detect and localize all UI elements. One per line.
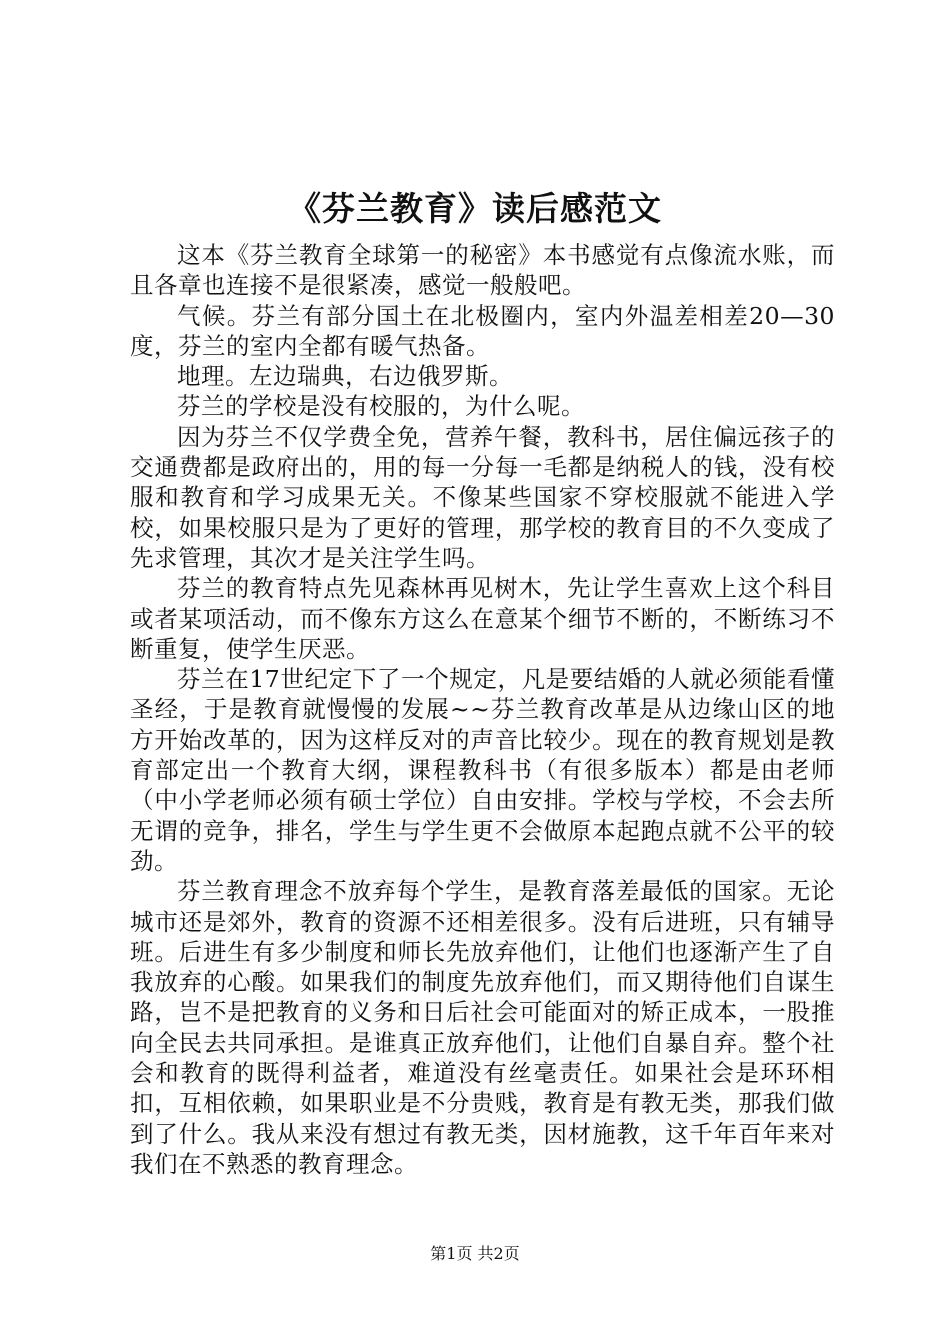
- paragraph: 芬兰的教育特点先见森林再见树木，先让学生喜欢上这个科目或者某项活动，而不像东方这么在意某个细节不断的，不断练习不断重复，使学生厌恶。: [130, 574, 835, 663]
- page-footer: 第1页 共2页: [430, 1244, 520, 1263]
- paragraph: 气候。芬兰有部分国土在北极圈内，室内外温差相差20—30度，芬兰的室内全都有暖气热备。: [130, 301, 835, 360]
- paragraph: 地理。左边瑞典，右边俄罗斯。: [177, 362, 513, 391]
- paragraph: 芬兰教育理念不放弃每个学生，是教育落差最低的国家。无论城市还是郊外，教育的资源不还相差很多。没有后进班，只有辅导班。后进生有多少制度和师长先放弃他们，让他们也逐渐产生了自我放弃的心酸。如果我们的制度先放弃他们，而又期待他们自谋生路，岂不是把教育的义务和日后社会可能面对的矫正成本，一股推向全民去共同承担。是谁真正放弃他们，让他们自暴自弃。整个社会和教育的既得利益者，难道没有丝毫责任。如果社会是环环相扣，互相依赖，如果职业是不分贵贱，教育是有教无类，那我们做到了什么。我从来没有想过有教无类，因材施教，这千年百年来对我们在不熟悉的教育理念。: [130, 877, 835, 1178]
- page-title: 《芬兰教育》读后感范文: [288, 189, 662, 228]
- paragraph: 因为芬兰不仅学费全免，营养午餐，教科书，居住偏远孩子的交通费都是政府出的，用的每一分每一毛都是纳税人的钱，没有校服和教育和学习成果无关。不像某些国家不穿校服就不能进入学校，如果校服只是为了更好的管理，那学校的教育目的不久变成了先求管理，其次才是关注学生吗。: [130, 422, 835, 572]
- document-body: [130, 240, 835, 1179]
- paragraph: 芬兰在17世纪定下了一个规定，凡是要结婚的人就必须能看懂圣经，于是教育就慢慢的发展~~芬兰教育改革是从边缘山区的地方开始改革的，因为这样反对的声音比较少。现在的教育规划是教育部定出一个教育大纲，课程教科书（有很多版本）都是由老师（中小学老师必须有硕士学位）自由安排。学校与学校，不会去所无谓的竞争，排名，学生与学生更不会做原本起跑点就不公平的较劲。: [130, 665, 835, 875]
- paragraph: 芬兰的学校是没有校服的，为什么呢。: [177, 392, 585, 421]
- paragraph: 这本《芬兰教育全球第一的秘密》本书感觉有点像流水账，而且各章也连接不是很紧凑，感觉一般般吧。: [130, 241, 835, 300]
